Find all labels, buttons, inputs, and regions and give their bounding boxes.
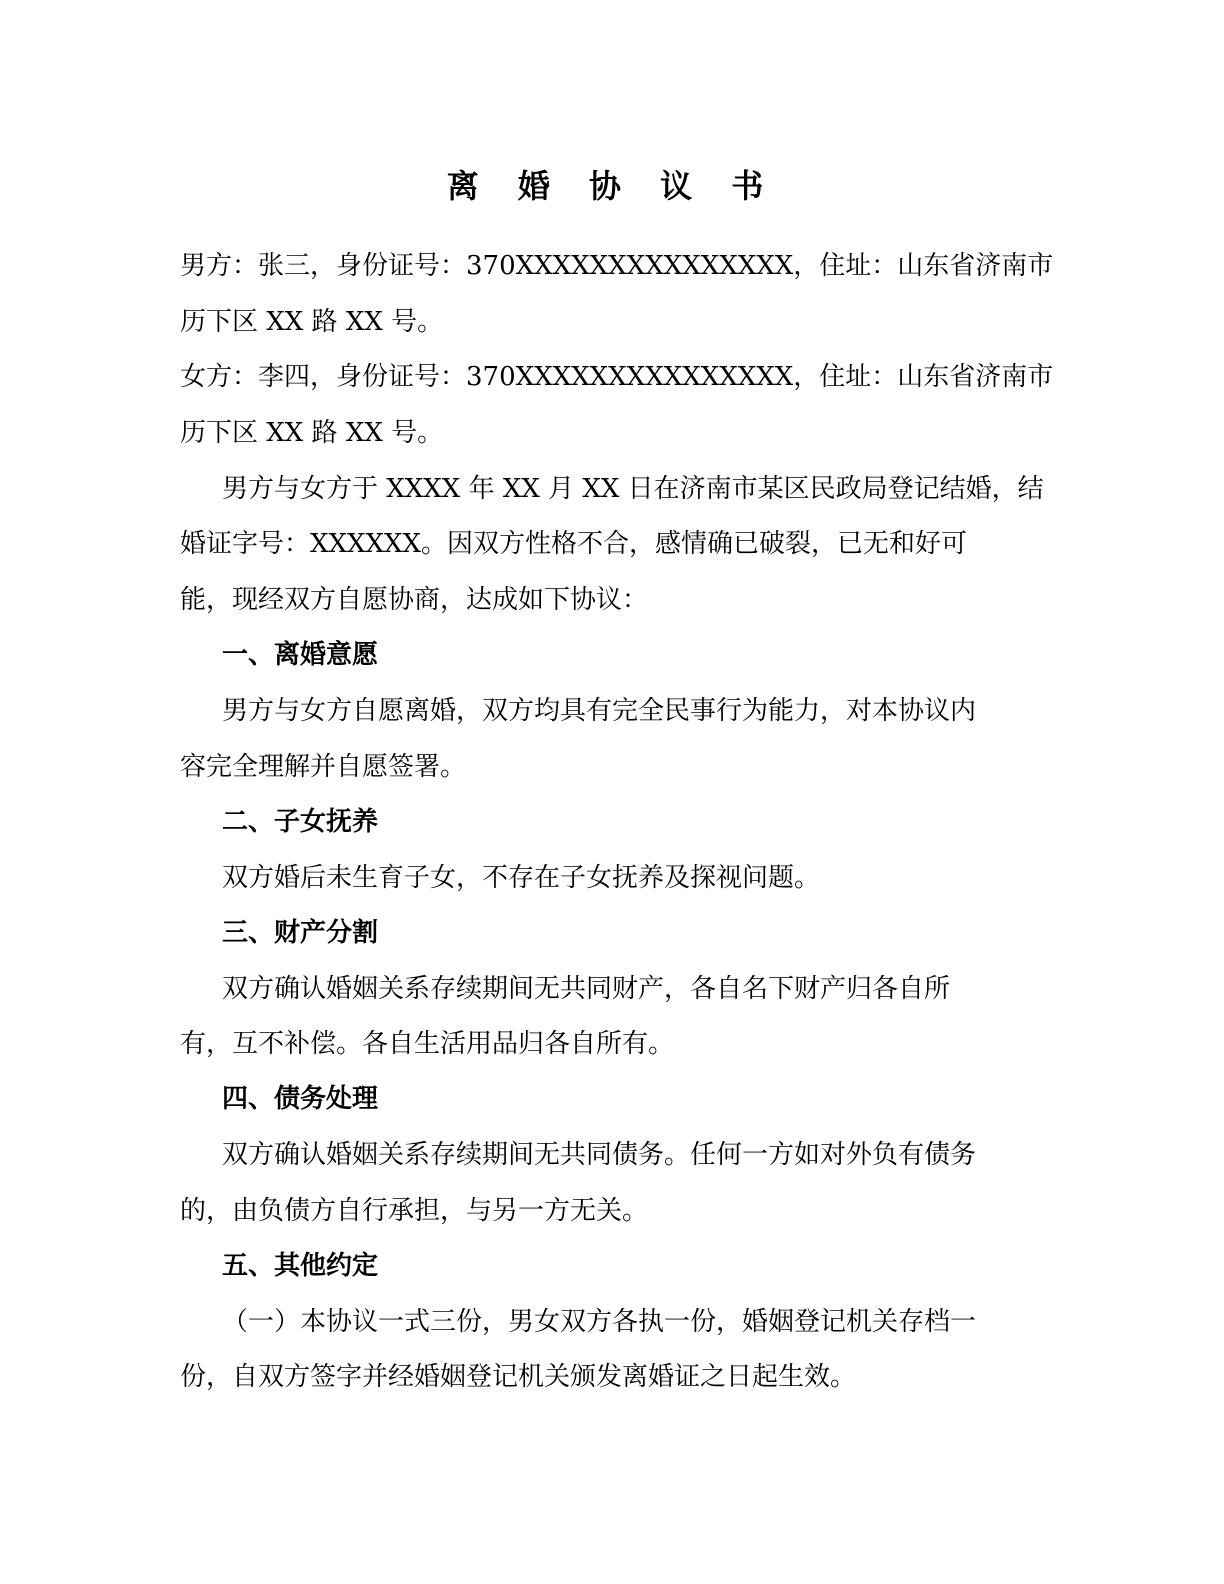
text-line: 有，互不补偿。各自生活用品归各自所有。	[180, 1029, 675, 1059]
text-line: 能，现经双方自愿协商，达成如下协议：	[180, 585, 649, 615]
section-heading: 五、其他约定	[222, 1251, 379, 1281]
text-line: 份，自双方签字并经婚姻登记机关颁发离婚证之日起生效。	[180, 1362, 857, 1392]
section-heading: 一、离婚意愿	[222, 640, 379, 670]
section-heading: 二、子女抚养	[222, 807, 379, 837]
text-line: 容完全理解并自愿签署。	[180, 752, 467, 782]
text-line: 的，由负债方自行承担，与另一方无关。	[180, 1196, 649, 1226]
text-line: 双方确认婚姻关系存续期间无共同债务。任何一方如对外负有债务	[222, 1140, 977, 1170]
text-line: 婚证字号：XXXXXX。因双方性格不合，感情确已破裂，已无和好可	[180, 529, 968, 559]
text-line: 男方：张三，身份证号：370XXXXXXXXXXXXXXX，住址：山东省济南市	[180, 251, 1054, 281]
text-line: 双方婚后未生育子女，不存在子女抚养及探视问题。	[222, 863, 821, 893]
document-title: 离 婚 协 议 书	[446, 167, 778, 205]
text-line: 双方确认婚姻关系存续期间无共同财产，各自名下财产归各自所	[222, 974, 951, 1004]
section-heading: 三、财产分割	[222, 918, 379, 948]
section-heading: 四、债务处理	[222, 1084, 379, 1114]
text-line: 历下区 XX 路 XX 号。	[180, 418, 444, 448]
text-line: （一）本协议一式三份，男女双方各执一份，婚姻登记机关存档一	[222, 1307, 977, 1337]
text-line: 历下区 XX 路 XX 号。	[180, 307, 444, 337]
text-line: 男方与女方于 XXXX 年 XX 月 XX 日在济南市某区民政局登记结婚，结	[222, 474, 1044, 504]
text-line: 女方：李四，身份证号：370XXXXXXXXXXXXXXX，住址：山东省济南市	[180, 362, 1054, 392]
text-line: 男方与女方自愿离婚，双方均具有完全民事行为能力，对本协议内	[222, 696, 977, 726]
